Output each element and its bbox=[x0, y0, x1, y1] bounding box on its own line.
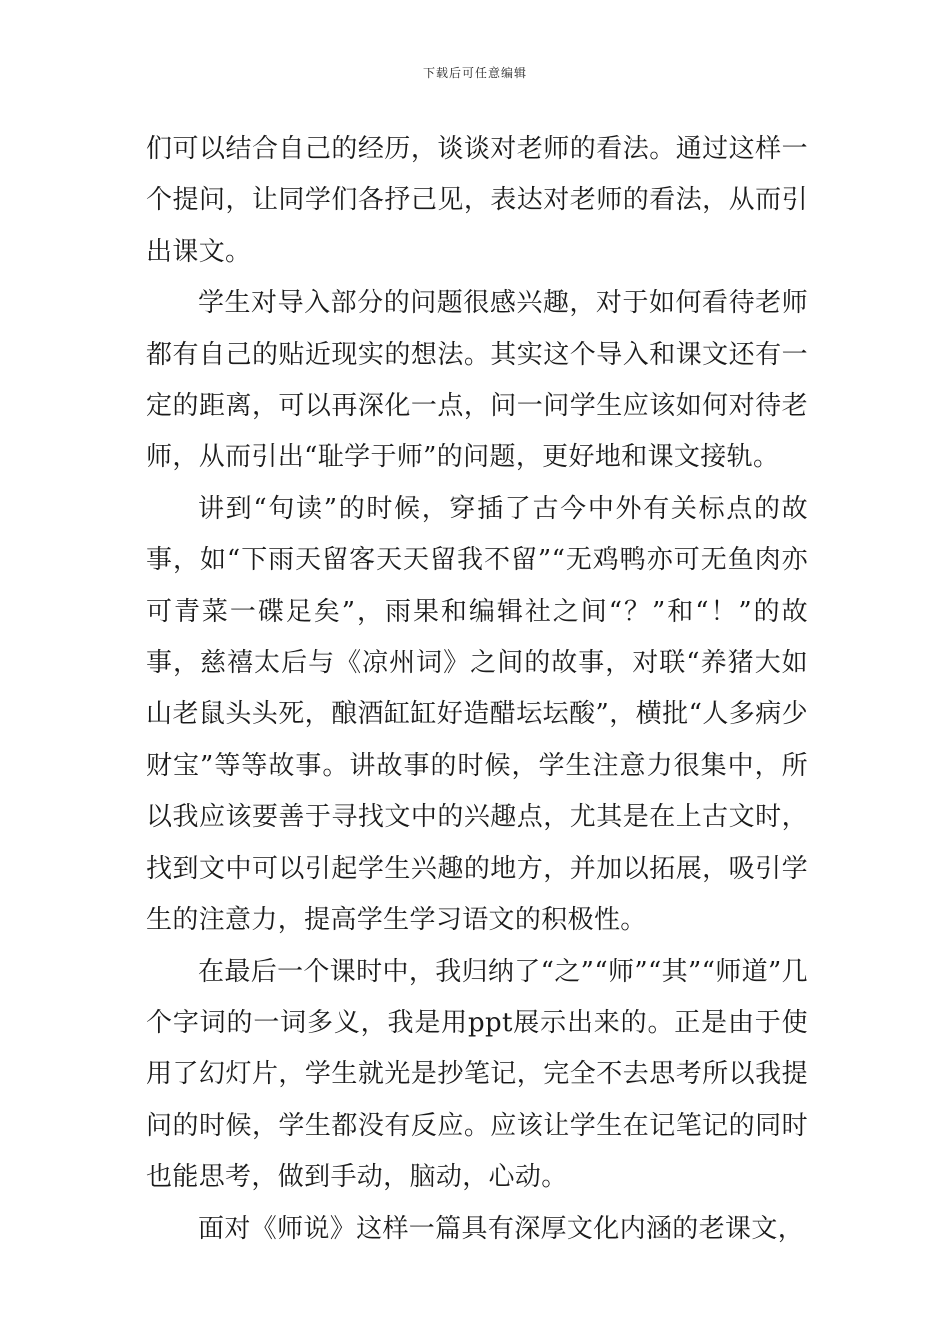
page-header: 下载后可任意编辑 bbox=[422, 66, 527, 80]
paragraph-5: 面对《师说》这样一篇具有深厚文化内涵的老课文， bbox=[198, 1213, 805, 1244]
paragraph-2: 学生对导入部分的问题很感兴趣，对于如何看待老师都有自己的贴近现实的想法。其实这个导入和课文还有一定的距离，可以再深化一点，问一问学生应该如何对待老师，从而引出“耻学于师”的问题，更好地和课文接轨。 bbox=[146, 288, 808, 473]
document-body bbox=[146, 124, 808, 1255]
paragraph-4: 在最后一个课时中，我归纳了“之”“师”“其”“师道”几个字词的一词多义，我是用ppt展示出来的。正是由于使用了幻灯片，学生就光是抄笔记，完全不去思考所以我提问的时候，学生都没有反应。应该让学生在记笔记的同时也能思考，做到手动，脑动，心动。 bbox=[146, 956, 808, 1193]
paragraph-3: 讲到“句读”的时候，穿插了古今中外有关标点的故事，如“下雨天留客天天留我不留”“无鸡鸭亦可无鱼肉亦可青菜一碟足矣”，雨果和编辑社之间“？”和“！”的故事，慈禧太后与《凉州词》之间的故事，对联“养猪大如山老鼠头头死，酿酒缸缸好造醋坛坛酸”，横批“人多病少财宝”等等故事。讲故事的时候，学生注意力很集中，所以我应该要善于寻找文中的兴趣点，尤其是在上古文时，找到文中可以引起学生兴趣的地方，并加以拓展，吸引学生的注意力，提高学生学习语文的积极性。 bbox=[146, 493, 808, 936]
paragraph-1: 们可以结合自己的经历，谈谈对老师的看法。通过这样一个提问，让同学们各抒己见，表达对老师的看法，从而引出课文。 bbox=[146, 134, 808, 267]
